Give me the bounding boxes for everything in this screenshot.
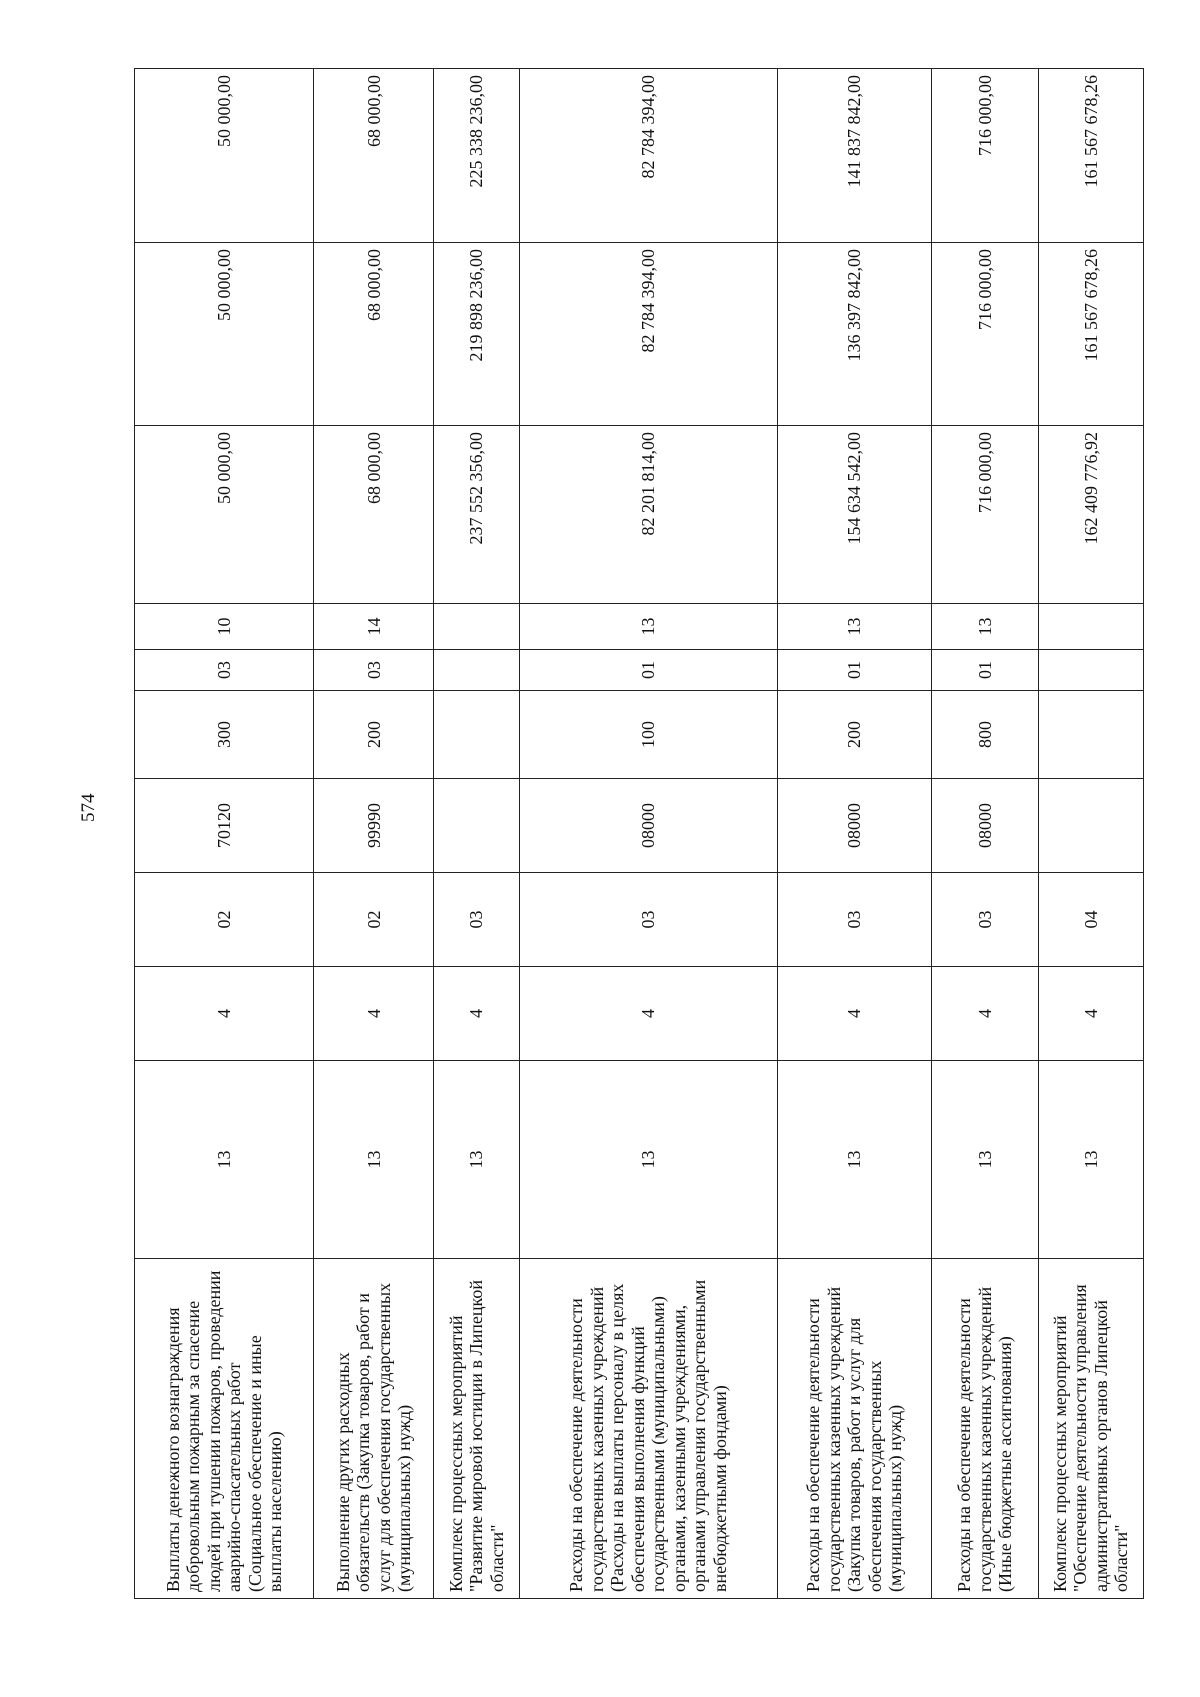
section-code-cell: 03 (314, 650, 434, 691)
program-type-cell: 4 (135, 967, 314, 1061)
table-row (519, 69, 778, 1599)
expense-type-cell (1038, 691, 1143, 779)
expense-type-cell: 200 (778, 691, 932, 779)
subprogram-code-cell: 03 (778, 873, 932, 967)
amount-year3-cell: 141 837 842,00 (778, 69, 932, 243)
amount-year1-cell: 50 000,00 (135, 426, 314, 604)
subprogram-code-cell: 03 (519, 873, 778, 967)
subsection-code-cell: 13 (778, 604, 932, 650)
amount-year2-cell: 68 000,00 (314, 243, 434, 426)
amount-year2-cell: 161 567 678,26 (1038, 243, 1143, 426)
subprogram-code-cell: 02 (135, 873, 314, 967)
row-name-cell: Расходы на обеспечение деятельности государственных казенных учреждений (Иные бюджетные ассигнования) (931, 1259, 1038, 1599)
row-name-cell: Расходы на обеспечение деятельности государственных казенных учреждений (Закупка товаров, работ и услуг для обеспечения государственных (муниципальных) нужд) (778, 1259, 932, 1599)
program-type-cell: 4 (1038, 967, 1143, 1061)
direction-code-cell: 08000 (778, 779, 932, 873)
rotated-table-container (134, 69, 1144, 1599)
amount-year3-cell: 716 000,00 (931, 69, 1038, 243)
subsection-code-cell: 10 (135, 604, 314, 650)
amount-year1-cell: 154 634 542,00 (778, 426, 932, 604)
amount-year1-cell: 82 201 814,00 (519, 426, 778, 604)
amount-year3-cell: 68 000,00 (314, 69, 434, 243)
section-code-cell: 01 (778, 650, 932, 691)
program-type-cell: 4 (314, 967, 434, 1061)
subsection-code-cell (1038, 604, 1143, 650)
subsection-code-cell: 13 (931, 604, 1038, 650)
kvsr-code-cell: 13 (931, 1061, 1038, 1259)
section-code-cell: 01 (519, 650, 778, 691)
amount-year3-cell: 82 784 394,00 (519, 69, 778, 243)
subsection-code-cell (434, 604, 519, 650)
section-code-cell: 03 (135, 650, 314, 691)
amount-year3-cell: 161 567 678,26 (1038, 69, 1143, 243)
amount-year1-cell: 716 000,00 (931, 426, 1038, 604)
kvsr-code-cell: 13 (778, 1061, 932, 1259)
kvsr-code-cell: 13 (434, 1061, 519, 1259)
table-row (434, 69, 519, 1599)
subsection-code-cell: 14 (314, 604, 434, 650)
subprogram-code-cell: 03 (931, 873, 1038, 967)
section-code-cell (434, 650, 519, 691)
expense-type-cell: 100 (519, 691, 778, 779)
amount-year2-cell: 716 000,00 (931, 243, 1038, 426)
row-name-cell: Комплекс процессных мероприятий "Развитие мировой юстиции в Липецкой области" (434, 1259, 519, 1599)
subprogram-code-cell: 03 (434, 873, 519, 967)
expense-type-cell: 300 (135, 691, 314, 779)
page-number: 574 (78, 793, 99, 822)
subsection-code-cell: 13 (519, 604, 778, 650)
direction-code-cell: 70120 (135, 779, 314, 873)
table-row (931, 69, 1038, 1599)
table-row (314, 69, 434, 1599)
kvsr-code-cell: 13 (519, 1061, 778, 1259)
amount-year1-cell: 68 000,00 (314, 426, 434, 604)
amount-year2-cell: 219 898 236,00 (434, 243, 519, 426)
kvsr-code-cell: 13 (135, 1061, 314, 1259)
direction-code-cell: 08000 (519, 779, 778, 873)
table-row (135, 69, 314, 1599)
subprogram-code-cell: 02 (314, 873, 434, 967)
table-body (135, 69, 1144, 1599)
direction-code-cell: 99990 (314, 779, 434, 873)
section-code-cell (1038, 650, 1143, 691)
amount-year3-cell: 225 338 236,00 (434, 69, 519, 243)
direction-code-cell (1038, 779, 1143, 873)
table-row (1038, 69, 1143, 1599)
table-row (778, 69, 932, 1599)
direction-code-cell (434, 779, 519, 873)
program-type-cell: 4 (931, 967, 1038, 1061)
amount-year2-cell: 136 397 842,00 (778, 243, 932, 426)
row-name-cell: Выполнение других расходных обязательств (Закупка товаров, работ и услуг для обеспечения государственных (муниципальных) нужд) (314, 1259, 434, 1599)
row-name-cell: Выплаты денежного вознаграждения добровольным пожарным за спасение людей при тушении пожаров, проведении аварийно-спасательных работ (Социальное обеспечение и иные выплаты населению) (135, 1259, 314, 1599)
amount-year1-cell: 162 409 776,92 (1038, 426, 1143, 604)
program-type-cell: 4 (778, 967, 932, 1061)
expense-type-cell: 200 (314, 691, 434, 779)
kvsr-code-cell: 13 (1038, 1061, 1143, 1259)
amount-year2-cell: 82 784 394,00 (519, 243, 778, 426)
kvsr-code-cell: 13 (314, 1061, 434, 1259)
amount-year1-cell: 237 552 356,00 (434, 426, 519, 604)
budget-table (134, 68, 1144, 1599)
amount-year2-cell: 50 000,00 (135, 243, 314, 426)
subprogram-code-cell: 04 (1038, 873, 1143, 967)
expense-type-cell (434, 691, 519, 779)
expense-type-cell: 800 (931, 691, 1038, 779)
program-type-cell: 4 (434, 967, 519, 1061)
direction-code-cell: 08000 (931, 779, 1038, 873)
amount-year3-cell: 50 000,00 (135, 69, 314, 243)
section-code-cell: 01 (931, 650, 1038, 691)
row-name-cell: Расходы на обеспечение деятельности государственных казенных учреждений (Расходы на выплаты персоналу в целях обеспечения выполнения функций государственными (муниципальными) органами, казенными учреждениями, органами управления государственными внебюджетными фондами) (519, 1259, 778, 1599)
program-type-cell: 4 (519, 967, 778, 1061)
row-name-cell: Комплекс процессных мероприятий "Обеспечение деятельности управления административных органов Липецкой области" (1038, 1259, 1143, 1599)
